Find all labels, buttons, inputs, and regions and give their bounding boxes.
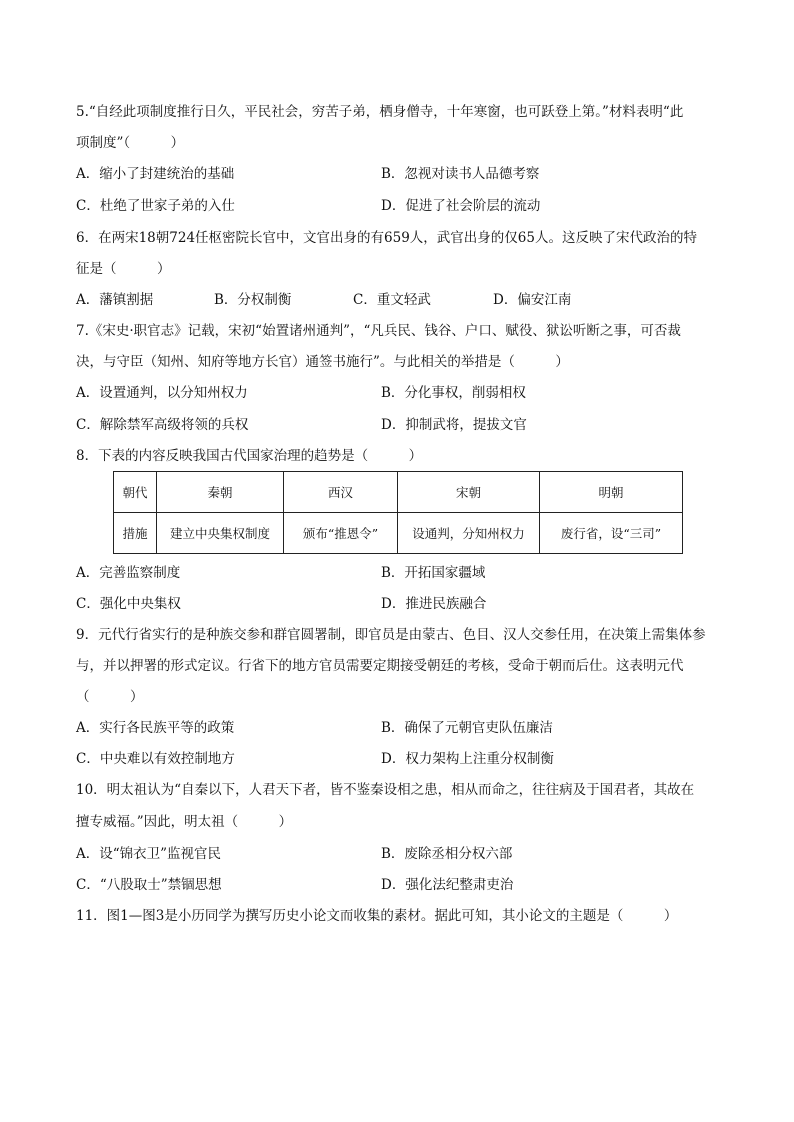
q6-option-c[interactable]: C．重文轻武 xyxy=(353,292,431,308)
table-cell: 建立中央集权制度 xyxy=(157,513,284,554)
q6-stem-line1: 6．在两宋18朝724任枢密院长官中，文官出身的有659人，武官出身的仅65人。这反映了宋代政治的特 xyxy=(76,230,697,246)
q5-option-d[interactable]: D．促进了社会阶层的流动 xyxy=(381,198,541,214)
q8-option-a[interactable]: A．完善监察制度 xyxy=(76,565,181,581)
q9-option-c[interactable]: C．中央难以有效控制地方 xyxy=(76,751,235,767)
q8-stem: 8．下表的内容反映我国古代国家治理的趋势是（ ） xyxy=(76,448,423,464)
table-row xyxy=(114,513,683,554)
q10-stem-line1: 10．明太祖认为“自秦以下，人君天下者，皆不鉴秦设相之患，相从而命之，往往病及于国君者，其故在 xyxy=(76,782,695,798)
q7-option-c[interactable]: C．解除禁军高级将领的兵权 xyxy=(76,417,249,433)
q10-option-c[interactable]: C．“八股取士”禁锢思想 xyxy=(76,877,222,893)
q10-option-b[interactable]: B．废除丞相分权六部 xyxy=(381,846,513,862)
q8-option-d[interactable]: D．推进民族融合 xyxy=(381,596,487,612)
table-header-cell: 朝代 xyxy=(114,472,157,513)
q9-stem-line3: （ ） xyxy=(76,689,144,705)
table-header-cell: 秦朝 xyxy=(157,472,284,513)
q7-option-d[interactable]: D．抑制武将，提拔文官 xyxy=(381,417,527,433)
table-cell: 颁布“推恩令” xyxy=(284,513,398,554)
q10-option-d[interactable]: D．强化法纪整肃吏治 xyxy=(381,877,514,893)
q8-option-c[interactable]: C．强化中央集权 xyxy=(76,596,181,612)
q7-option-b[interactable]: B．分化事权，削弱相权 xyxy=(381,385,526,401)
q6-option-b[interactable]: B．分权制衡 xyxy=(214,292,292,308)
table-header-cell: 西汉 xyxy=(284,472,398,513)
q6-option-d[interactable]: D．偏安江南 xyxy=(493,292,572,308)
table-row xyxy=(114,472,683,513)
q9-stem-line1: 9．元代行省实行的是种族交参和群官圆署制，即官员是由蒙古、色目、汉人交参任用，在决策上需集体参 xyxy=(76,627,706,643)
q6-stem-line2: 征是（ ） xyxy=(76,261,171,277)
table-cell: 设通判，分知州权力 xyxy=(398,513,540,554)
q6-option-a[interactable]: A．藩镇割据 xyxy=(76,292,154,308)
q9-option-d[interactable]: D．权力架构上注重分权制衡 xyxy=(381,751,554,767)
table-cell: 措施 xyxy=(114,513,157,554)
q9-option-b[interactable]: B．确保了元朝官吏队伍廉洁 xyxy=(381,720,553,736)
table-header-cell: 宋朝 xyxy=(398,472,540,513)
q7-stem-line2: 决，与守臣（知州、知府等地方长官）通签书施行”。与此相关的举措是（ ） xyxy=(76,354,569,370)
q10-stem-line2: 擅专威福。”因此，明太祖（ ） xyxy=(76,814,293,830)
q9-option-a[interactable]: A．实行各民族平等的政策 xyxy=(76,720,235,736)
table-header-cell: 明朝 xyxy=(540,472,683,513)
q11-stem: 11．图1—图3是小历同学为撰写历史小论文而收集的素材。据此可知，其小论文的主题是（ ） xyxy=(76,908,678,924)
table-cell: 废行省，设“三司” xyxy=(540,513,683,554)
q7-stem-line1: 7.《宋史·职官志》记载，宋初“始置诸州通判”，“凡兵民、钱谷、户口、赋役、狱讼听断之事，可否裁 xyxy=(76,323,681,339)
q10-option-a[interactable]: A．设“锦衣卫”监视官民 xyxy=(76,846,222,862)
q5-stem-line2: 项制度”（ ） xyxy=(76,135,185,151)
q5-option-a[interactable]: A．缩小了封建统治的基础 xyxy=(76,166,235,182)
q5-stem-line1: 5.“自经此项制度推行日久，平民社会，穷苦子弟，栖身僧寺，十年寒窗，也可跃登上第。”材料表明“此 xyxy=(76,104,684,120)
q5-option-b[interactable]: B．忽视对读书人品德考察 xyxy=(381,166,540,182)
q5-option-c[interactable]: C．杜绝了世家子弟的入仕 xyxy=(76,198,235,214)
q8-option-b[interactable]: B．开拓国家疆域 xyxy=(381,565,486,581)
q8-table xyxy=(113,471,683,554)
q7-option-a[interactable]: A．设置通判，以分知州权力 xyxy=(76,385,248,401)
q9-stem-line2: 与，并以押署的形式定议。行省下的地方官员需要定期接受朝廷的考核，受命于朝而后仕。这表明元代 xyxy=(76,658,684,674)
